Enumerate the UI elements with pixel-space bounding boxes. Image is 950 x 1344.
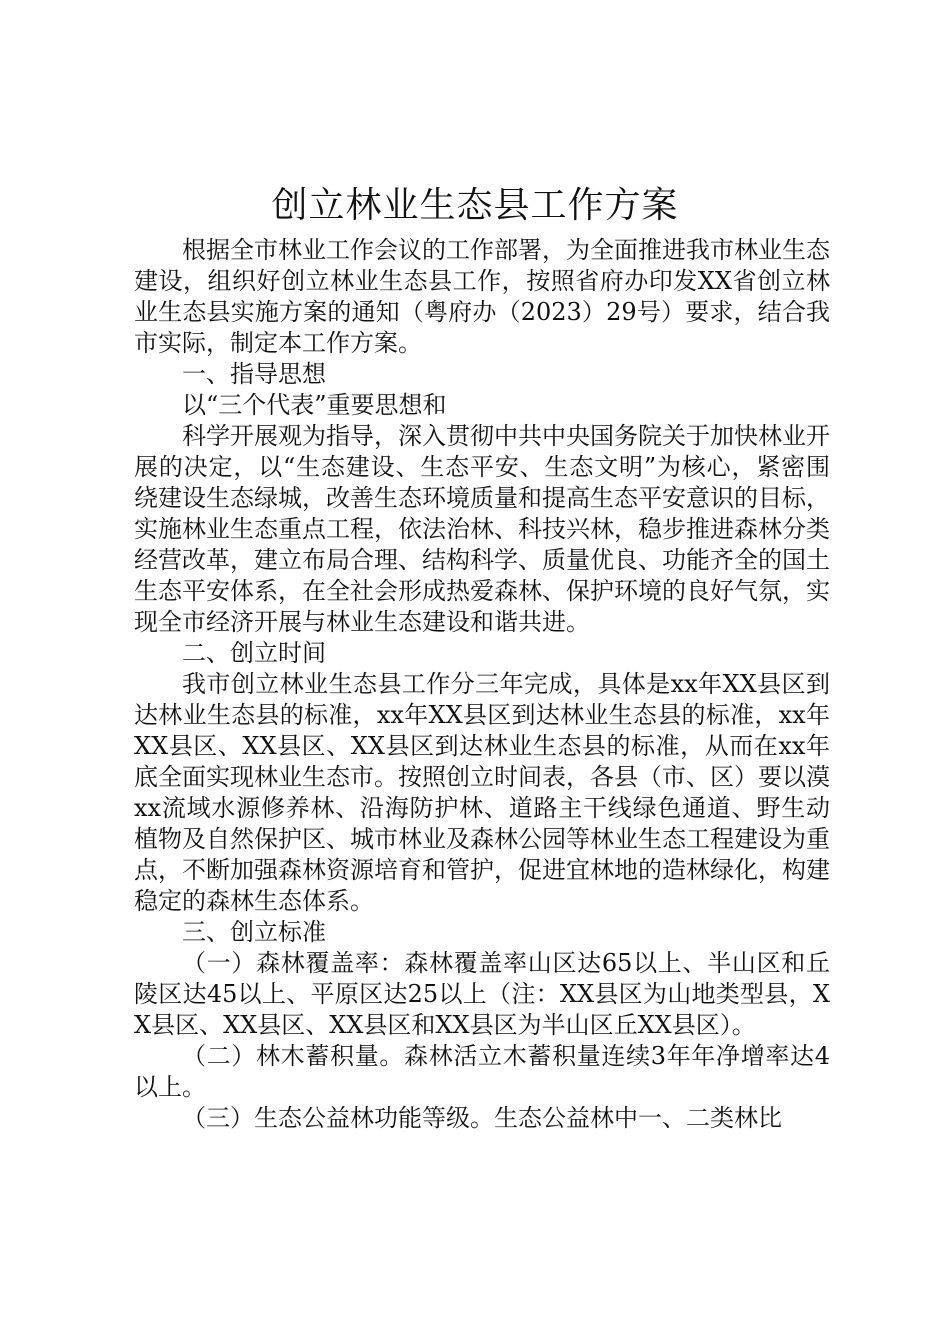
standard-item-timber-volume: （二）林木蓄积量。森林活立木蓄积量连续3年年净增率达4以上。 [134,1042,830,1101]
guiding-ideology-paragraph: 科学开展观为指导，深入贯彻中共中央国务院关于加快林业开展的决定，以“生态建设、生态平安、生态文明”为核心，紧密围绕建设生态绿城，改善生态环境质量和提高生态平安意识的目标，实施林业生态重点工程，依法治林、科技兴林，稳步推进森林分类经营改革，建立布局合理、结构科学、质量优良、功能齐全的国土生态平安体系，在全社会形成热爱森林、保护环境的良好气氛，实现全市经济开展与林业生态建设和谐共进。 [134,422,830,636]
section-heading-guiding-ideology: 一、指导思想 [182,360,326,388]
guiding-ideology-first-line: 以“三个代表”重要思想和 [182,391,447,419]
section-heading-creation-time: 二、创立时间 [182,639,326,667]
document-title: 创立林业生态县工作方案 [271,185,679,226]
section-heading-creation-standards: 三、创立标准 [182,918,326,946]
document-body [134,235,830,1134]
standard-item-forest-coverage: （一）森林覆盖率：森林覆盖率山区达65以上、半山区和丘陵区达45以上、平原区达25以上（注：XX县区为山地类型县，XX县区、XX县区、XX县区和XX县区为半山区丘XX县区）。 [134,949,830,1039]
creation-time-paragraph: 我市创立林业生态县工作分三年完成，具体是xx年XX县区到达林业生态县的标准，xx年XX县区到达林业生态县的标准，xx年XX县区、XX县区、XX县区到达林业生态县的标准，从而在xx年底全面实现林业生态市。按照创立时间表，各县（市、区）要以漠xx流域水源修养林、沿海防护林、道路主干线绿色通道、野生动植物及自然保护区、城市林业及森林公园等林业生态工程建设为重点，不断加强森林资源培育和管护，促进宜林地的造林绿化，构建稳定的森林生态体系。 [134,670,830,915]
standard-item-ecological-forest: （三）生态公益林功能等级。生态公益林中一、二类林比 [182,1104,782,1132]
intro-paragraph: 根据全市林业工作会议的工作部署，为全面推进我市林业生态建设，组织好创立林业生态县工作，按照省府办印发XX省创立林业生态县实施方案的通知（粤府办（2023）29号）要求，结合我市实际，制定本工作方案。 [134,236,830,357]
